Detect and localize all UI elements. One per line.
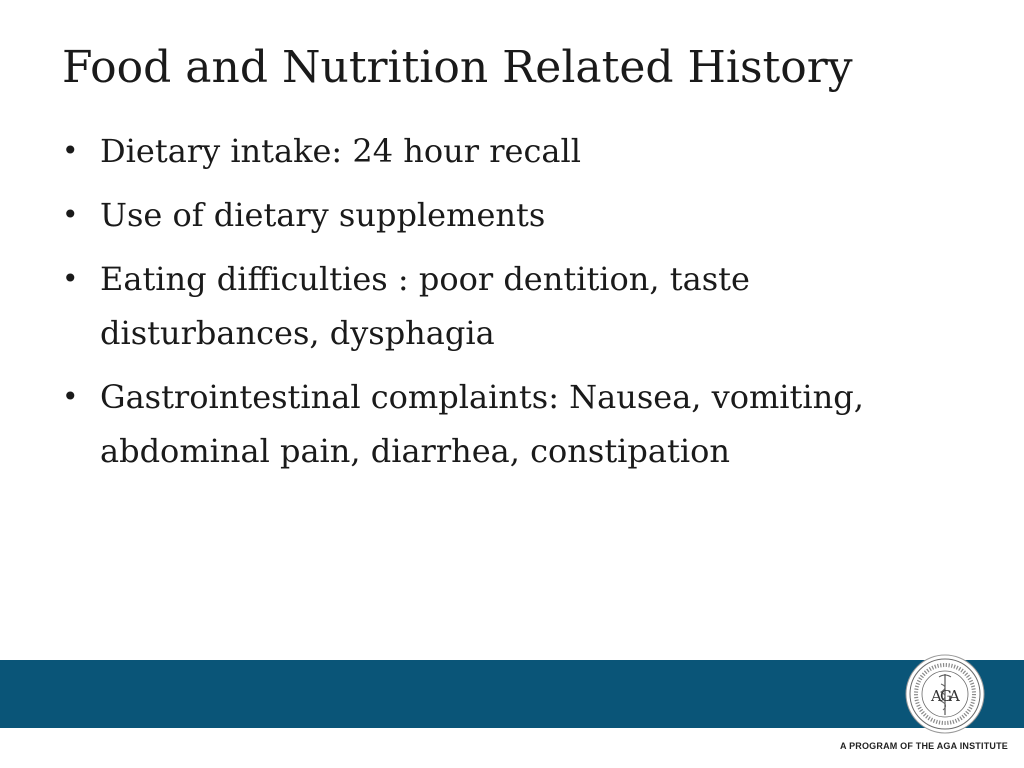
footer-band <box>0 660 1024 728</box>
bullet-text: Use of dietary supplements <box>100 196 546 234</box>
bullet-item <box>62 252 902 360</box>
bullet-text: Gastrointestinal complaints: Nausea, vomiting, abdominal pain, diarrhea, constipation <box>100 378 864 470</box>
bullet-dot: • <box>62 262 79 295</box>
bullet-text: Dietary intake: 24 hour recall <box>100 132 581 170</box>
bullet-dot: • <box>62 134 79 167</box>
svg-text:A: A <box>949 687 960 705</box>
bullet-item <box>62 188 902 242</box>
bullet-item <box>62 124 902 178</box>
bullet-item <box>62 370 902 478</box>
slide-title: Food and Nutrition Related History <box>62 42 853 93</box>
svg-text:A: A <box>931 687 942 705</box>
bullet-text: Eating difficulties : poor dentition, taste disturbances, dysphagia <box>100 260 750 352</box>
bullet-list <box>62 124 902 488</box>
aga-seal-icon <box>905 654 985 734</box>
footer-tagline: A PROGRAM OF THE AGA INSTITUTE <box>840 741 1008 751</box>
bullet-dot: • <box>62 380 79 413</box>
svg-text:G: G <box>940 687 952 705</box>
bullet-dot: • <box>62 198 79 231</box>
